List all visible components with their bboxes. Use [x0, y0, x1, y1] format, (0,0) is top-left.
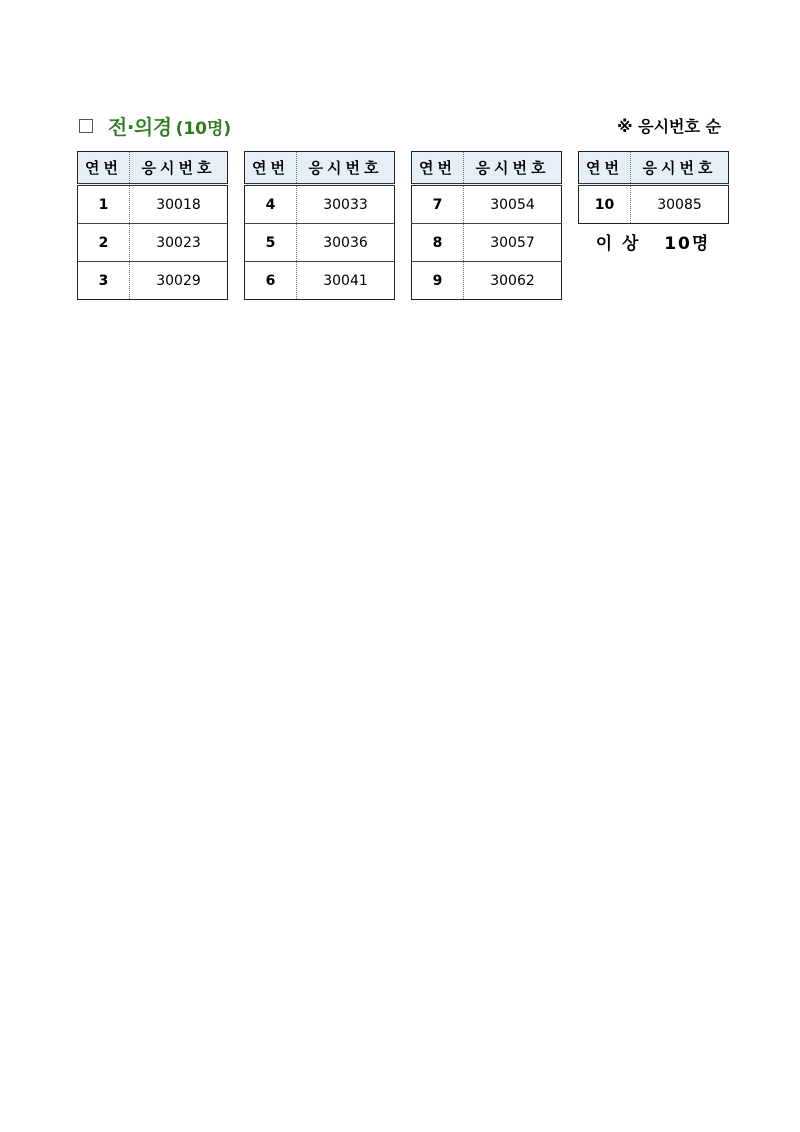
table-row	[245, 185, 395, 224]
table-row	[412, 224, 562, 262]
row-no: 4	[245, 185, 297, 224]
column-header-no: 연번	[579, 152, 631, 185]
row-no: 5	[245, 224, 297, 262]
row-no: 1	[78, 185, 130, 224]
table-row	[579, 185, 729, 224]
section-title	[108, 112, 231, 142]
table-header-row	[245, 152, 395, 185]
row-no: 8	[412, 224, 464, 262]
row-exam-no: 30085	[657, 196, 702, 213]
table-row	[412, 185, 562, 224]
section-title-text: 전·의경	[108, 115, 172, 139]
column-header-exam-no: 응시번호	[631, 152, 729, 185]
table-header-row	[412, 152, 562, 185]
checkbox-icon	[79, 119, 93, 133]
column-header-exam-no: 응시번호	[297, 152, 395, 185]
roster-table-1	[77, 151, 228, 300]
section-header	[77, 112, 723, 142]
row-no: 3	[78, 262, 130, 300]
column-header-no: 연번	[412, 152, 464, 185]
column-header-no: 연번	[78, 152, 130, 185]
column-header-exam-no: 응시번호	[130, 152, 228, 185]
column-header-no: 연번	[245, 152, 297, 185]
row-exam-no: 30023	[130, 224, 228, 262]
row-exam-no: 30036	[297, 224, 395, 262]
row-exam-no: 30057	[464, 224, 562, 262]
table-row	[78, 224, 228, 262]
row-no: 7	[412, 185, 464, 224]
row-exam-no: 30041	[297, 262, 395, 300]
row-exam-no: 30033	[323, 196, 368, 213]
table-row	[245, 262, 395, 300]
row-no: 2	[78, 224, 130, 262]
table-header-row	[579, 152, 729, 185]
table-row	[78, 185, 228, 224]
roster-table-2	[244, 151, 395, 300]
column-header-exam-no: 응시번호	[464, 152, 562, 185]
table-row	[78, 262, 228, 300]
section-count: (10명)	[175, 119, 232, 139]
roster-table-3	[411, 151, 562, 300]
table-header-row	[78, 152, 228, 185]
sort-note: ※ 응시번호 순	[617, 117, 721, 136]
row-exam-no: 30029	[130, 262, 228, 300]
row-no: 10	[579, 185, 631, 224]
table-row	[412, 262, 562, 300]
row-exam-no: 30018	[156, 196, 201, 213]
table-row	[245, 224, 395, 262]
roster-table-4	[578, 151, 729, 224]
total-count-note: 이 상 10명	[595, 234, 711, 254]
row-exam-no: 30062	[464, 262, 562, 300]
row-exam-no: 30054	[490, 196, 535, 213]
row-no: 9	[412, 262, 464, 300]
row-no: 6	[245, 262, 297, 300]
